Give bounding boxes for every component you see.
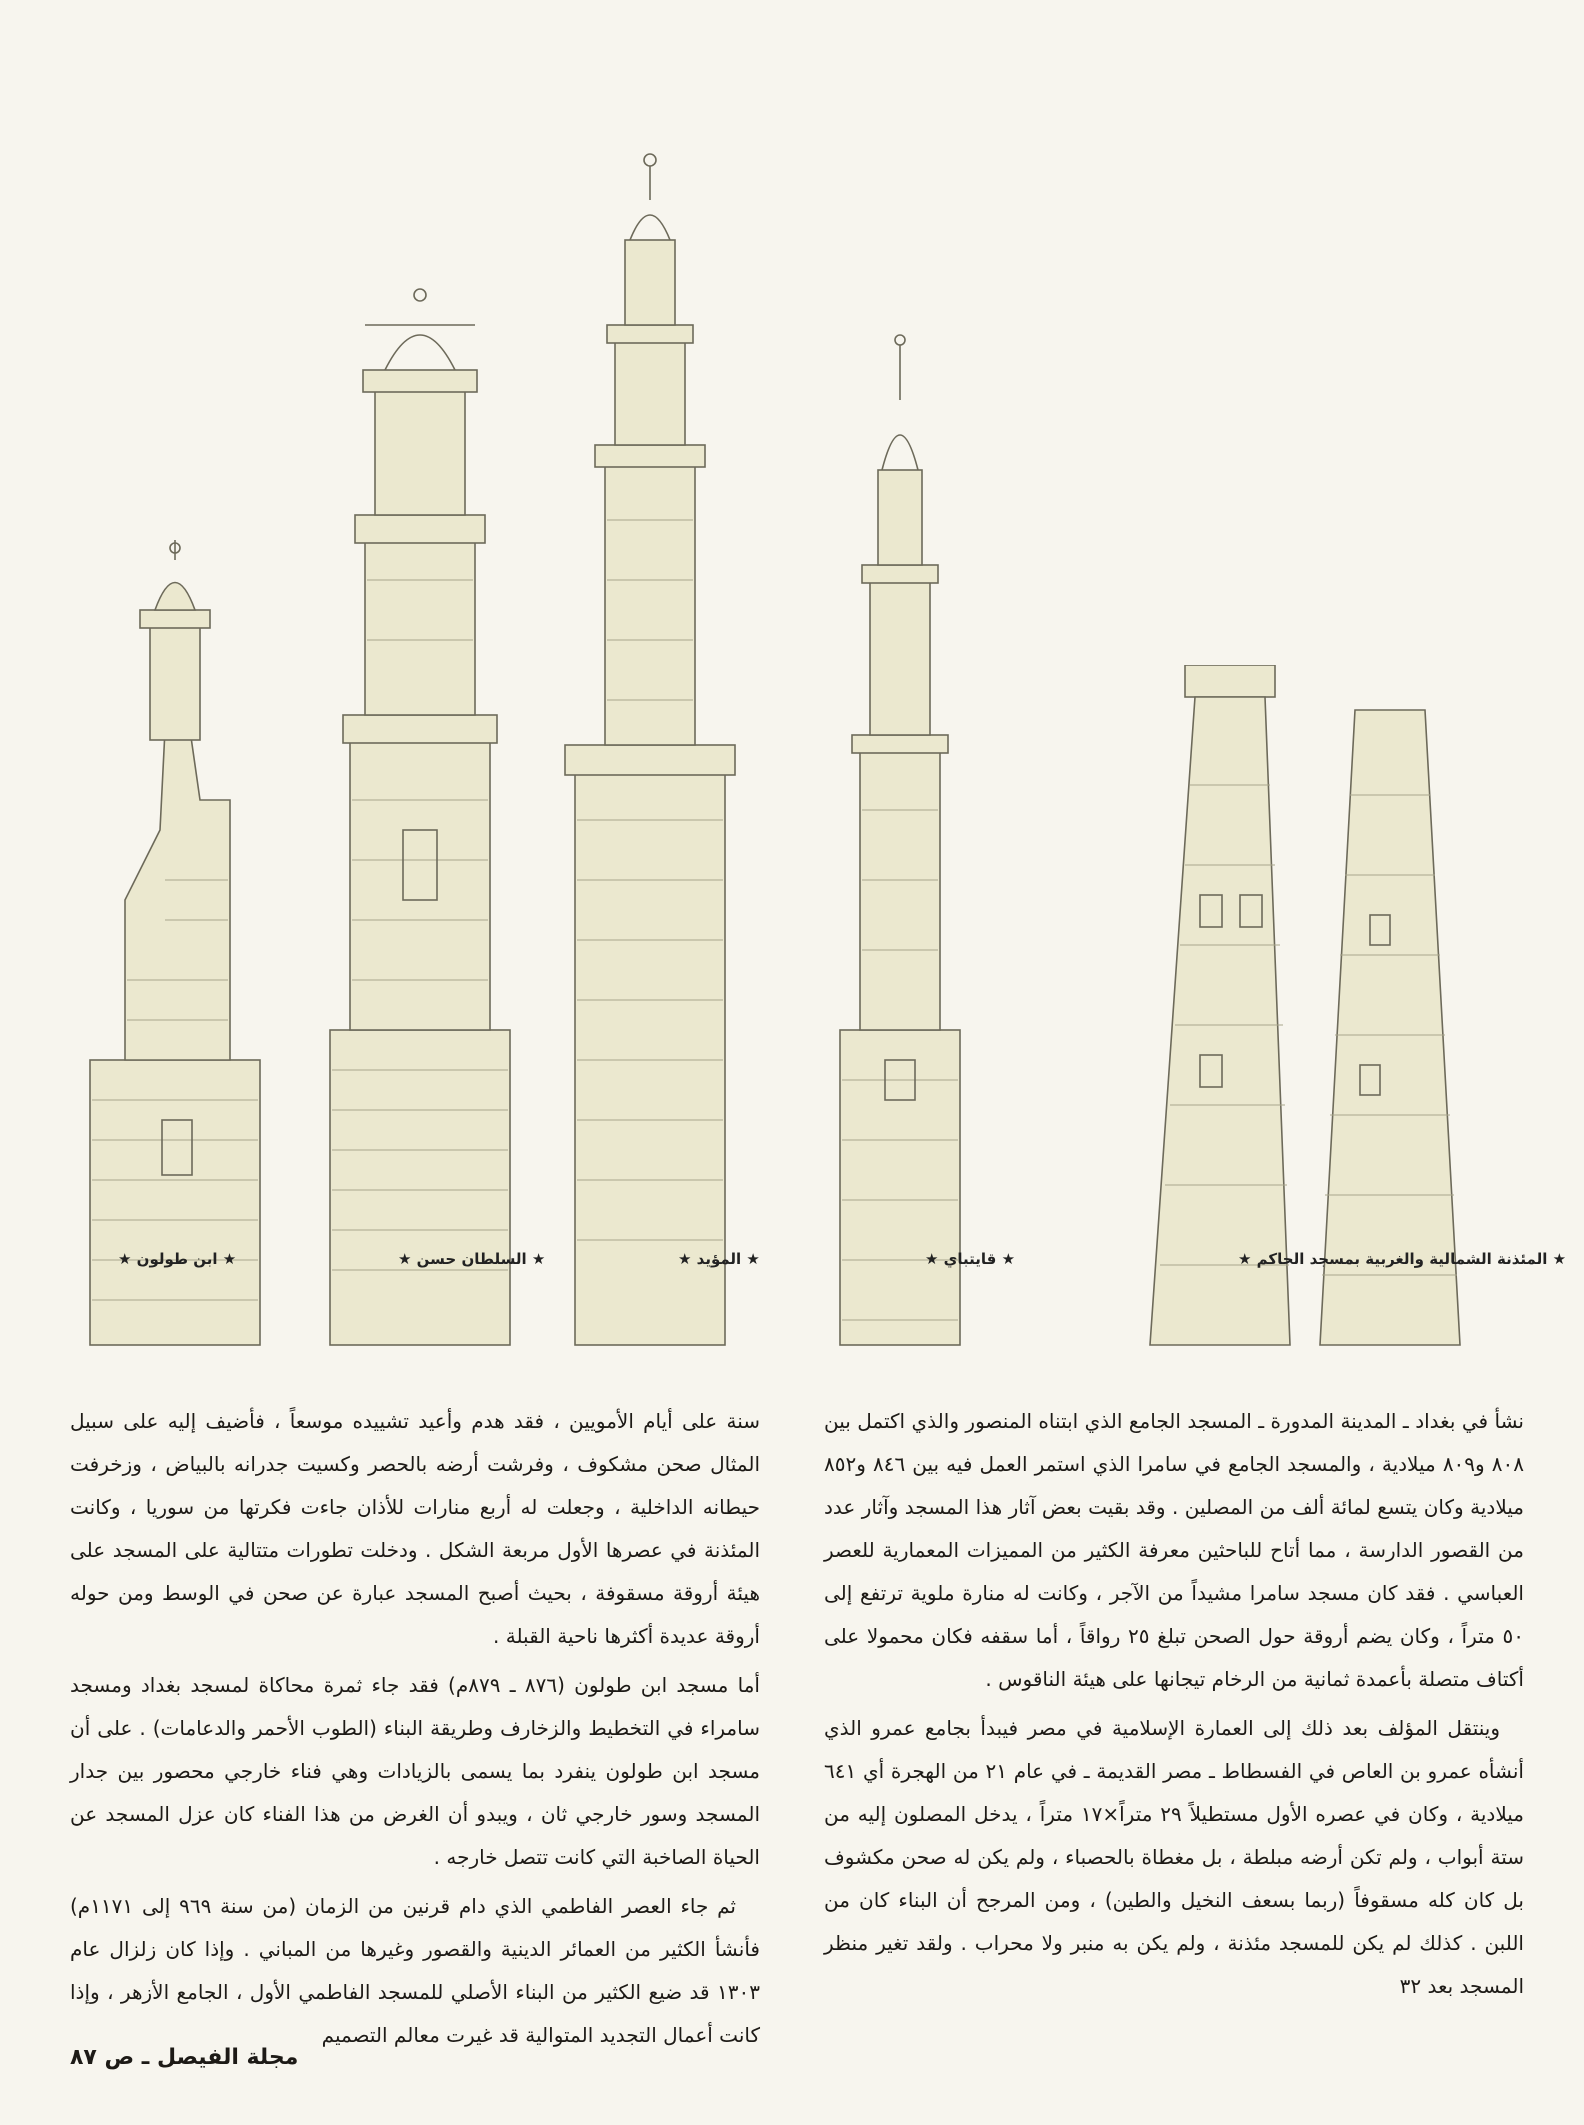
right-text-column: [824, 1400, 1524, 2014]
caption-sultan-hasan: ★ السلطان حسن ★: [398, 1250, 546, 1268]
caption-hakim: ★ المئذنة الشمالية والغربية بمسجد الحاكم ★: [1238, 1250, 1567, 1268]
left-text-column: [70, 1400, 760, 2063]
caption-muayyad: ★ المؤيد ★: [678, 1250, 760, 1268]
paragraph: نشأ في بغداد ـ المدينة المدورة ـ المسجد الجامع الذي ابتناه المنصور والذي اكتمل بين ٨٠٨ و٨٠٩ ميلادية ، والمسجد الجامع في سامرا الذي استمر العمل فيه بين ٨٤٦ و٨٥٢ ميلادية وكان يتسع لمائة ألف من المصلين . وقد بقيت بعض آثار هذا المسجد وآثار عدد من القصور الدارسة ، مما أتاح للباحثين معرفة الكثير من المميزات المعمارية للعصر العباسي . فقد كان مسجد سامرا مشيداً من الآجر ، وكانت له منارة ملوية ترتفع إلى ٥٠ متراً ، وكان يضم أروقة حول الصحن تبلغ ٢٥ رواقاً ، أما سقفه فكان محمولا على أكتاف متصلة بأعمدة ثمانية من الرخام تيجانها على هيئة الناقوس .: [824, 1409, 1525, 1691]
paragraph: أما مسجد ابن طولون (٨٧٦ ـ ٨٧٩م) فقد جاء ثمرة محاكاة لمسجد بغداد ومسجد سامراء في التخطيط والزخارف وطريقة البناء (الطوب الأحمر والدعامات) . على أن مسجد ابن طولون ينفرد بما يسمى بالزيادات وهي فناء خارجي محصور بين جدار المسجد وسور خارجي ثان ، ويبدو أن الغرض من هذا الفناء كان عزل المسجد عن الحياة الصاخبة التي كانت تتصل خارجه .: [70, 1673, 760, 1869]
paragraph: ثم جاء العصر الفاطمي الذي دام قرنين من الزمان (من سنة ٩٦٩ إلى ١١٧١م) فأنشأ الكثير من العمائر الدينية والقصور وغيرها من المباني . وإذا كان زلزال عام ١٣٠٣ قد ضيع الكثير من البناء الأصلي للمسجد الفاطمي الأول ، الجامع الأزهر ، وإذا كانت أعمال التجديد المتوالية قد غيرت معالم التصميم: [70, 1894, 760, 2047]
ibn-tulun-minaret-drawing: [80, 500, 270, 1350]
qaitbay-minaret-drawing: [820, 280, 980, 1350]
caption-ibn-tulun: ★ ابن طولون ★: [118, 1250, 237, 1268]
muayyad-minaret-drawing: [560, 120, 740, 1350]
paragraph: سنة على أيام الأمويين ، فقد هدم وأعيد تشييده موسعاً ، فأضيف إليه على سبيل المثال صحن مشكوف ، وفرشت أرضه بالحصر وكسيت جدرانه بالبياض ، وزخرفت حيطانه الداخلية ، وجعلت له أربع منارات للأذان جاءت فكرتها من سوريا ، وكانت المئذنة في عصرها الأول مربعة الشكل . ودخلت تطورات متتالية على المسجد على هيئة أروقة مسقوفة ، بحيث أصبح المسجد عبارة عن صحن في الوسط ومن حوله أروقة عديدة أكثرها ناحية القبلة .: [70, 1409, 760, 1648]
minarets-illustration: [60, 120, 1540, 1280]
paragraph: وينتقل المؤلف بعد ذلك إلى العمارة الإسلامية في مصر فيبدأ بجامع عمرو الذي أنشأه عمرو بن العاص في الفسطاط ـ مصر القديمة ـ في عام ٢١ من الهجرة أي ٦٤١ ميلادية ، وكان في عصره الأول مستطيلاً ٢٩ متراً×١٧ متراً ، يدخل المصلون إليه من ستة أبواب ، ولم تكن أرضه مبلطة ، بل مغطاة بالحصباء ، ولم يكن له صحن مكشوف بل كان كله مسقوفاً (ربما بسعف النخيل والطين) ، ومن المرجح أن البناء كان من اللبن . كذلك لم يكن للمسجد مئذنة ، ولم يكن به منبر ولا محراب . ولقد تغير منظر المسجد بعد ٣٢: [824, 1716, 1524, 1998]
caption-qaitbay: ★ قايتباي ★: [925, 1250, 1016, 1268]
sultan-hasan-minaret-drawing: [325, 240, 515, 1350]
page-footer: مجلة الفيصل ـ ص ٨٧: [70, 2045, 299, 2070]
